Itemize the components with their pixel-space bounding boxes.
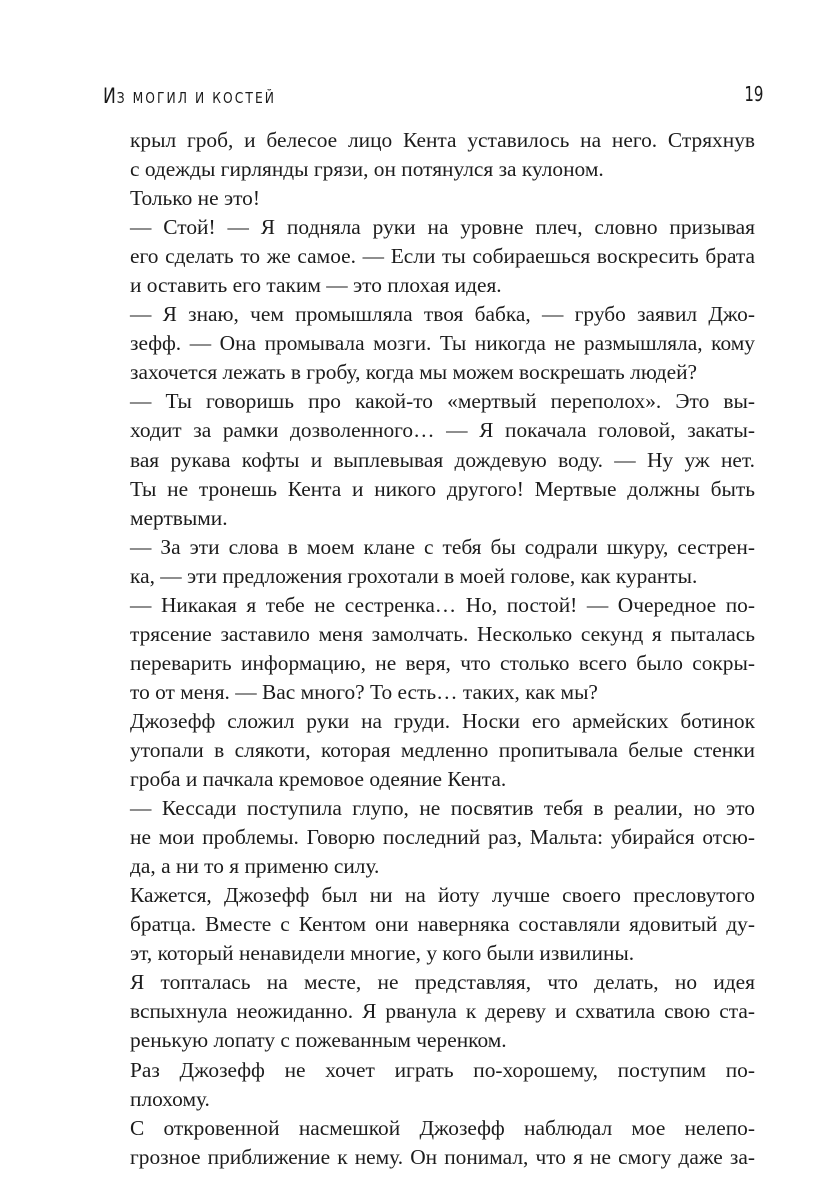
text-line: вая рукава кофты и выплевывая дождевую воду. — Ну уж нет.	[130, 447, 755, 472]
running-head-title	[103, 84, 276, 108]
text-line: ка, — эти предложения грохотали в моей голове, как куранты.	[130, 563, 698, 588]
running-head-initial: И	[103, 84, 117, 108]
text-line: не мои проблемы. Говорю последний раз, Мальта: убирайся отсю-	[130, 825, 755, 850]
text-line: вспыхнула неожиданно. Я рванула к дереву и схватила свою ста-	[130, 999, 755, 1024]
text-line: его сделать то же самое. — Если ты собираешься воскресить брата	[130, 244, 755, 269]
text-line: плохому.	[130, 1086, 210, 1111]
text-line: Кажется, Джозефф был ни на йоту лучше своего пресловутого	[130, 883, 755, 908]
text-line: крыл гроб, и белесое лицо Кента уставилось на него. Стряхнув	[130, 128, 755, 152]
text-line: с одежды гирлянды грязи, он потянулся за кулоном.	[130, 157, 604, 182]
text-line: переварить информацию, не веря, что столько всего было сокры-	[130, 650, 755, 675]
text-line: братца. Вместе с Кентом они наверняка составляли ядовитый ду-	[130, 912, 755, 937]
text-line: — Кессади поступила глупо, не посвятив тебя в реалии, но это	[130, 796, 755, 821]
text-line: утопали в слякоти, которая медленно пропитывала белые стенки	[130, 737, 755, 762]
text-line: мертвыми.	[130, 505, 228, 530]
text-line: грозное приближение к нему. Он понимал, что я не смогу даже за-	[130, 1144, 755, 1169]
text-line: — За эти слова в моем клане с тебя бы содрали шкуру, сестрен-	[130, 534, 755, 559]
text-line: и оставить его таким — это плохая идея.	[130, 273, 502, 298]
text-line: С откровенной насмешкой Джозефф наблюдал мое нелепо-	[130, 1115, 755, 1140]
text-line: да, а ни то я применю силу.	[130, 854, 380, 879]
text-line: Джозефф сложил руки на груди. Носки его армейских ботинок	[130, 708, 755, 733]
text-line: гроба и пачкала кремовое одеяние Кента.	[130, 767, 507, 792]
running-head-rest: З МОГИЛ И КОСТЕЙ	[116, 89, 277, 107]
text-line: эт, который ненавидели многие, у кого были извилины.	[130, 941, 635, 966]
text-line: трясение заставило меня замолчать. Несколько секунд я пыталась	[130, 621, 755, 646]
body-text	[130, 126, 755, 1172]
text-line: — Ты говоришь про какой-то «мертвый переполох». Это вы-	[130, 389, 755, 414]
page-number: 19	[743, 82, 763, 106]
text-line: — Я знаю, чем промышляла твоя бабка, — грубо заявил Джо-	[130, 302, 755, 327]
text-line: — Стой! — Я подняла руки на уровне плеч, словно призывая	[130, 215, 755, 240]
text-line: — Никакая я тебе не сестренка… Но, постой! — Очередное по-	[130, 592, 755, 617]
text-line: Ты не тронешь Кента и никого другого! Мертвые должны быть	[130, 476, 755, 501]
text-line: Раз Джозефф не хочет играть по-хорошему, поступим по-	[130, 1057, 755, 1082]
text-line: зефф. — Она промывала мозги. Ты никогда не размышляла, кому	[130, 331, 755, 356]
text-line: Только не это!	[130, 186, 261, 211]
text-line: ходит за рамки дозволенного… — Я покачала головой, закаты-	[130, 418, 755, 443]
text-line: захочется лежать в гробу, когда мы можем воскрешать людей?	[130, 360, 698, 385]
text-line: то от меня. — Вас много? То есть… таких, как мы?	[130, 679, 598, 704]
text-line: ренькую лопату с пожеванным черенком.	[130, 1028, 507, 1053]
text-line: Я топталась на месте, не представляя, что делать, но идея	[130, 970, 755, 995]
